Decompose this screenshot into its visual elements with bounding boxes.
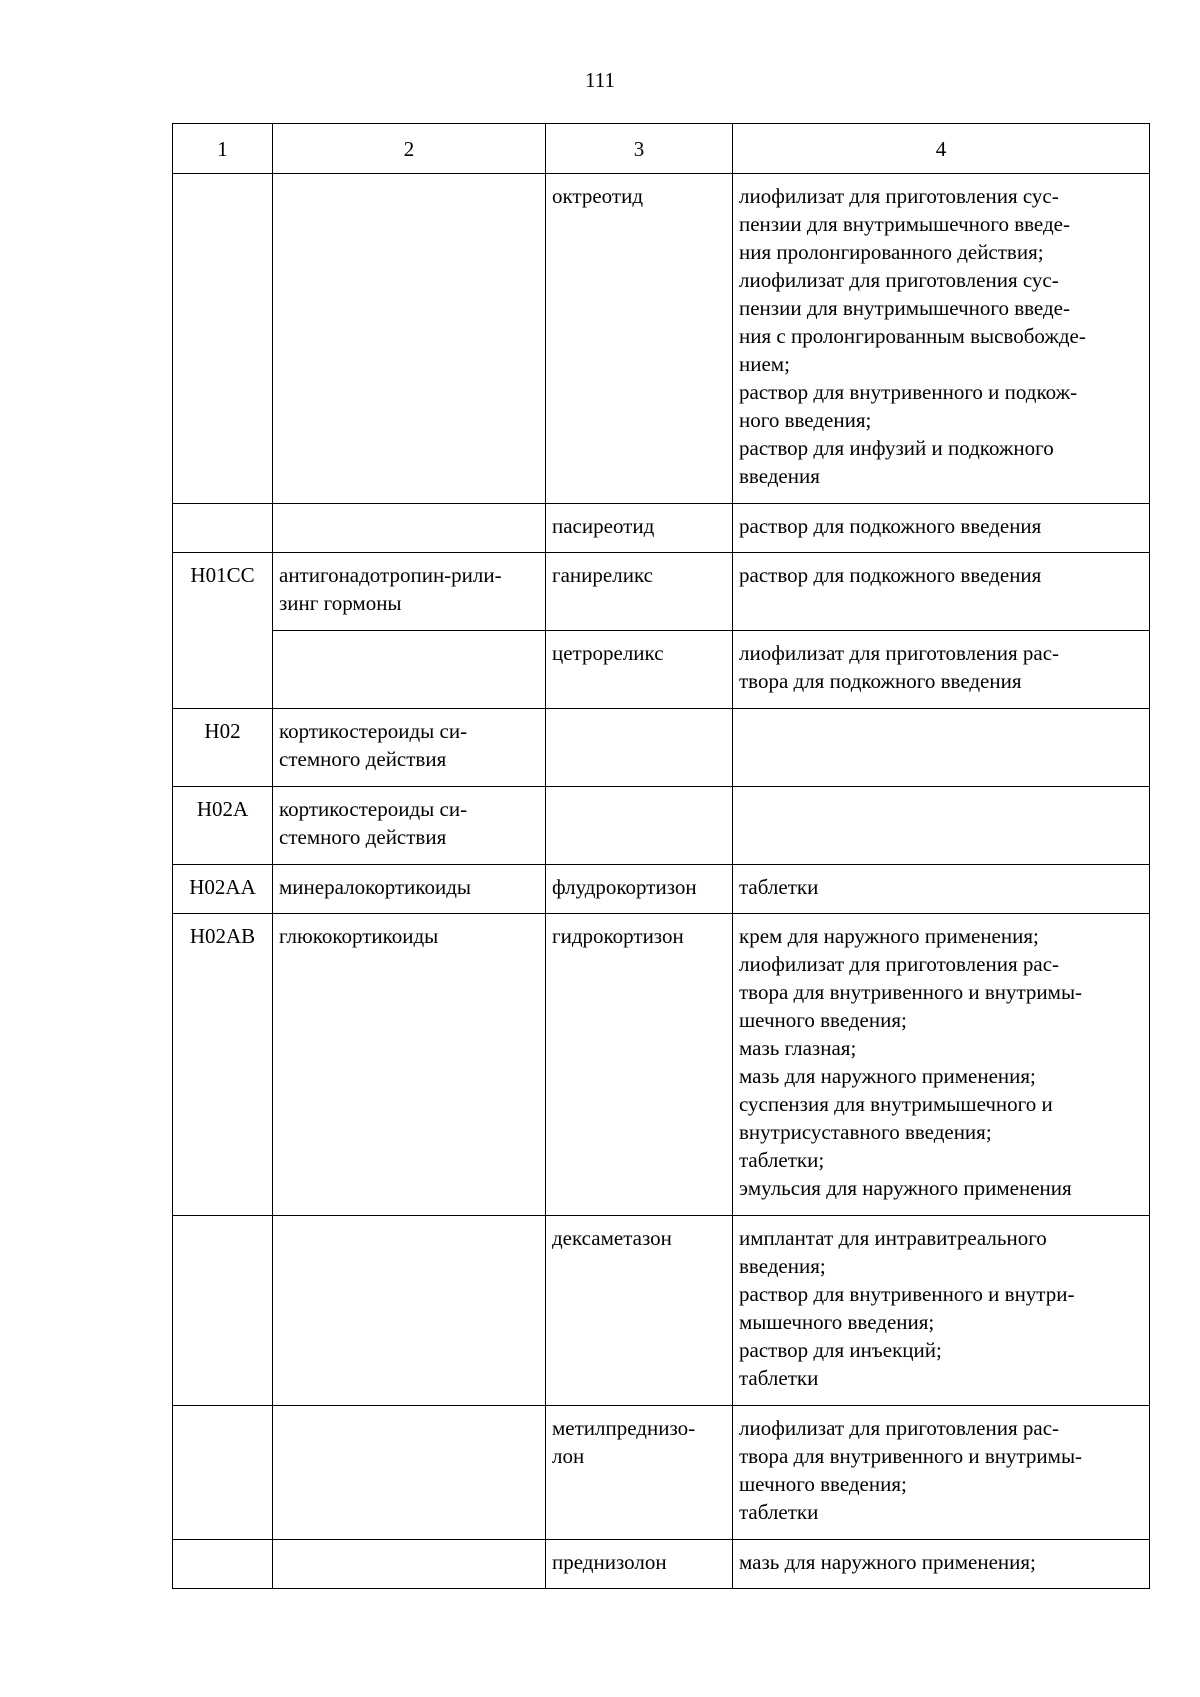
dosage-forms-cell: мазь для наружного применения; [733,1540,1150,1589]
drug-cell: метилпреднизо- лон [546,1406,733,1540]
table-row [173,787,1150,865]
drug-cell: гидрокортизон [546,914,733,1216]
drug-cell: октреотид [546,174,733,504]
table-row [173,709,1150,787]
table-row [173,865,1150,914]
dosage-forms-cell: раствор для подкожного введения [733,504,1150,553]
atc-code-cell: H01CC [173,553,273,709]
table-row [173,1216,1150,1406]
drug-cell: преднизолон [546,1540,733,1589]
column-header-3: 3 [546,124,733,174]
atc-code-cell [173,1540,273,1589]
group-cell [273,174,546,504]
dosage-forms-cell: имплантат для интравитреального введения; раствор для внутривенного и внутри- мышечного введения; раствор для инъекций; таблетки [733,1216,1150,1406]
table-row [173,553,1150,631]
atc-code-cell [173,1406,273,1540]
table-row [173,1540,1150,1589]
dosage-forms-cell: крем для наружного применения; лиофилизат для приготовления рас- твора для внутривенного и внутримы- шечного введения; мазь глазная; мазь для наружного применения; суспензия для внутримышечного и внутрисуставного введения; таблетки; эмульсия для наружного применения [733,914,1150,1216]
dosage-forms-cell: таблетки [733,865,1150,914]
group-cell: антигонадотропин-рили- зинг гормоны [273,553,546,631]
atc-code-cell: H02AA [173,865,273,914]
dosage-forms-cell: лиофилизат для приготовления сус- пензии для внутримышечного введе- ния пролонгированного действия; лиофилизат для приготовления сус- пензии для внутримышечного введе- ния с пролонгированным высвобожде- нием; раствор для внутривенного и подкож- ного введения; раствор для инфузий и подкожного введения [733,174,1150,504]
column-header-1: 1 [173,124,273,174]
drug-cell [546,787,733,865]
atc-code-cell: H02AB [173,914,273,1216]
dosage-forms-cell [733,709,1150,787]
table-row [173,631,1150,709]
table-row [173,174,1150,504]
drug-cell: цетрореликс [546,631,733,709]
group-cell [273,1216,546,1406]
atc-code-cell [173,1216,273,1406]
column-header-4: 4 [733,124,1150,174]
drug-table [172,123,1150,1589]
dosage-forms-cell: лиофилизат для приготовления рас- твора для подкожного введения [733,631,1150,709]
drug-cell: ганиреликс [546,553,733,631]
drug-cell [546,709,733,787]
atc-code-cell [173,174,273,504]
group-cell: минералокортикоиды [273,865,546,914]
group-cell [273,1540,546,1589]
dosage-forms-cell: лиофилизат для приготовления рас- твора для внутривенного и внутримы- шечного введения; таблетки [733,1406,1150,1540]
page-number: 111 [585,68,615,92]
group-cell [273,631,546,709]
group-cell: кортикостероиды си- стемного действия [273,787,546,865]
table-row [173,914,1150,1216]
column-header-2: 2 [273,124,546,174]
group-cell [273,1406,546,1540]
drug-cell: дексаметазон [546,1216,733,1406]
table-row [173,504,1150,553]
table-row [173,1406,1150,1540]
atc-code-cell [173,504,273,553]
drug-cell: пасиреотид [546,504,733,553]
group-cell [273,504,546,553]
dosage-forms-cell [733,787,1150,865]
group-cell: кортикостероиды си- стемного действия [273,709,546,787]
atc-code-cell: H02 [173,709,273,787]
drug-cell: флудрокортизон [546,865,733,914]
group-cell: глюкокортикоиды [273,914,546,1216]
table-header-row [173,124,1150,174]
dosage-forms-cell: раствор для подкожного введения [733,553,1150,631]
atc-code-cell: H02A [173,787,273,865]
